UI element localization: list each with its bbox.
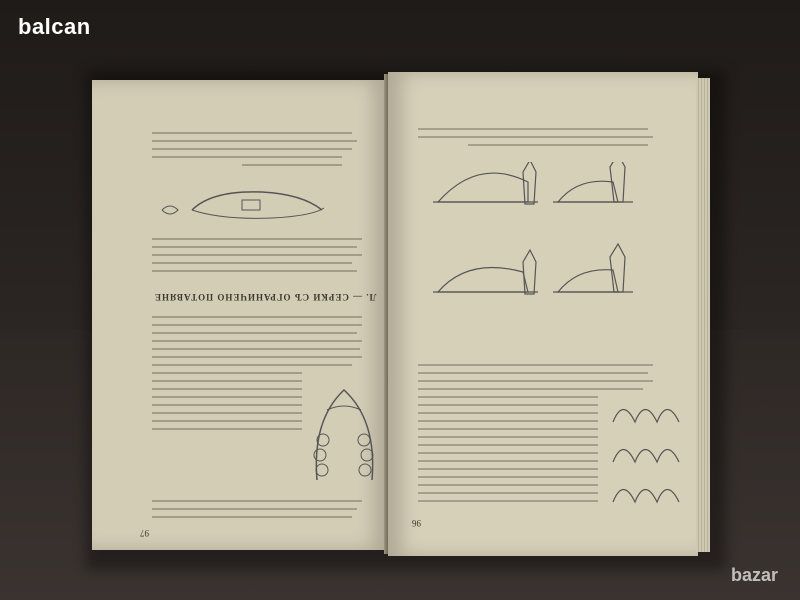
text-line [152,238,362,240]
teeth-figure [603,372,688,532]
text-line [418,492,598,494]
text-line [418,436,598,438]
text-line [152,380,302,382]
text-line [418,136,653,138]
text-line [418,476,598,478]
text-line [152,516,352,518]
left-page [92,80,388,550]
text-line [418,452,598,454]
text-line [152,364,352,366]
text-line [152,508,357,510]
dental-arch-figure [307,380,382,490]
text-line [152,340,362,342]
text-line [418,444,598,446]
crown-diagram-figure [428,162,658,352]
text-line [152,412,302,414]
text-line [418,404,598,406]
text-line [418,484,598,486]
text-line [152,428,302,430]
text-line [152,396,302,398]
text-line [152,356,362,358]
text-line [152,254,362,256]
text-line [418,412,598,414]
text-line [468,144,648,146]
text-line [152,332,357,334]
text-line [418,460,598,462]
right-page [388,72,698,556]
text-line [418,396,598,398]
text-line [152,420,302,422]
text-line [152,316,362,318]
text-line [152,270,357,272]
corner-logo: bazar [730,565,778,585]
denture-figure-top [152,180,342,230]
page-number: 96 [412,518,421,528]
text-line [418,420,598,422]
text-line [152,372,302,374]
text-line [152,132,352,134]
page-edges [696,78,710,552]
text-line [152,404,302,406]
section-heading: Л. — СЕРКИ СЪ ОГРАНИЧЕНО ПОТАВЯНЕ [154,292,377,302]
text-line [418,364,653,366]
text-line [152,500,362,502]
text-line [152,140,357,142]
text-line [418,500,598,502]
watermark-text: balcan [18,14,91,39]
page-number: 97 [140,528,149,538]
text-line [152,262,352,264]
text-line [152,388,302,390]
text-line [152,156,342,158]
text-line [418,428,598,430]
text-line [418,468,598,470]
text-line [242,164,342,166]
text-line [152,148,352,150]
text-line [418,128,648,130]
text-line [152,246,357,248]
text-line [152,348,360,350]
text-line [152,324,362,326]
